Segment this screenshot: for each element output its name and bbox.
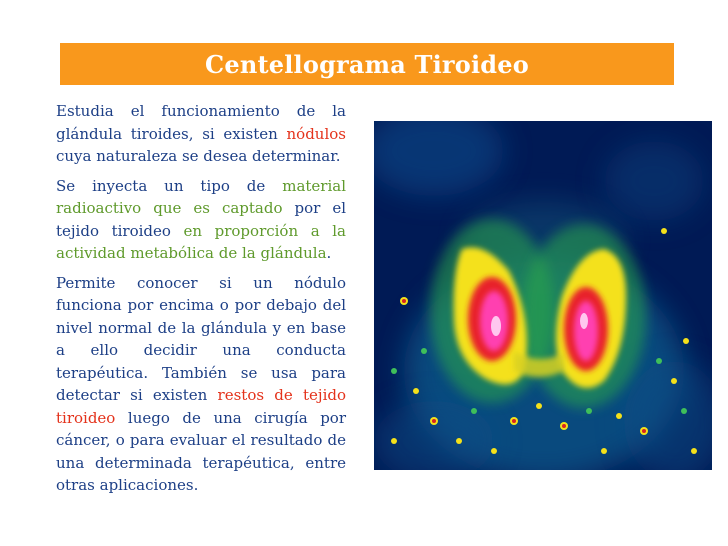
thyroid-scan-image bbox=[374, 121, 712, 470]
paragraph bbox=[56, 272, 346, 497]
text-run: Estudia el funcionamiento de la glándula tiroides, si existen bbox=[56, 102, 346, 143]
text-run: Permite conocer si un nódulo funciona por encima o por debajo del nivel normal de la glándula y en base a ello decidir una conducta terapéutica. También se usa para detectar si existen bbox=[56, 273, 346, 404]
highlight-nodulos: nódulos bbox=[286, 124, 346, 143]
highlight-restos-tejido: restos de tejido tiroideo bbox=[56, 386, 346, 427]
text-run: cuya naturaleza se desea determinar. bbox=[56, 147, 341, 165]
text-run: por el tejido tiroideo bbox=[56, 199, 346, 240]
highlight-proporcion: en proporción a la actividad metabólica de la glándula bbox=[56, 221, 346, 262]
scan-graphic bbox=[374, 121, 712, 470]
paragraph bbox=[56, 175, 346, 265]
title-banner bbox=[60, 43, 674, 85]
text-run: . bbox=[326, 244, 332, 262]
text-run: luego de una cirugía por cáncer, o para evaluar el resultado de una determinada terapéutica, entre otras aplicaciones. bbox=[56, 408, 346, 494]
text-run: Se inyecta un tipo de bbox=[56, 176, 283, 195]
page-title: Centellograma Tiroideo bbox=[205, 49, 529, 79]
paragraph bbox=[56, 100, 346, 168]
description-text bbox=[56, 100, 346, 504]
highlight-material-radioactivo: material radioactivo que es captado bbox=[56, 176, 346, 217]
